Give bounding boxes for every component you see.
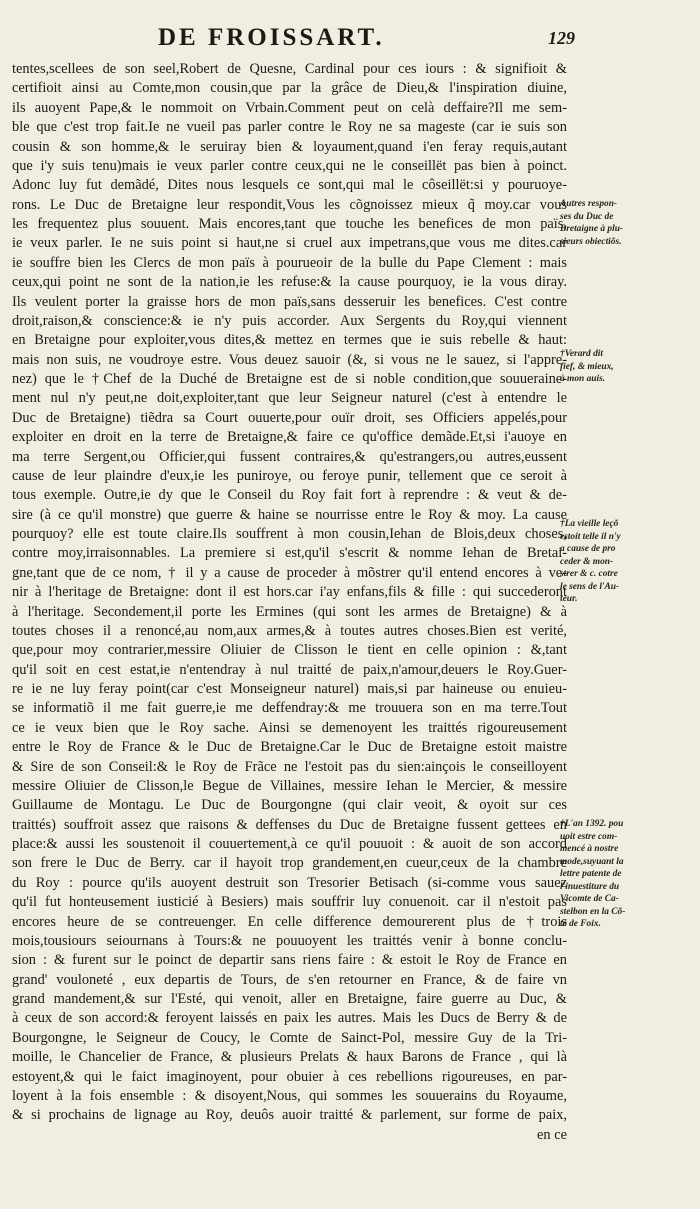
margin-note-line: Vicomte de Ca- <box>560 894 619 904</box>
margin-note-line: Bretaigne à plu- <box>560 224 624 234</box>
margin-note <box>560 198 670 248</box>
margin-note-line: fief, & mieux, <box>560 361 614 372</box>
margin-note-line: a cause de pro <box>560 544 616 554</box>
text-line: cousin & son homme,& le seruiray bien & loyaument,quand i'en feray requis,autant <box>12 138 567 155</box>
text-line: certifioit ainsi au Comte,mon cousin,que par la grâce de Dieu,& l'inspiration diuine, <box>12 80 567 97</box>
text-line: grand' vouloneté , eux departis de Tours, de s'en retourner en France, & de faire vn <box>12 971 567 988</box>
text-line: Guillaume de Montagu. Le Duc de Bourgongne (qui clair veoit, & oyoit sur ces <box>12 797 567 814</box>
margin-note-line: le sens de l'Au- <box>560 581 620 592</box>
text-line: ble que c'est trop fait.Ie ne vueil pas parler contre le Roy ne sa mageste (car ie suis son <box>12 119 567 136</box>
text-line: pourquoy? elle est toute claire.Ils souffrent à mon cousin,Iehan de Blois,deux choses, <box>12 526 567 542</box>
text-line: qu'il fut honteusement iusticié à Besiers) mais souffrir luy conuenoit. car il n'estoit pas <box>12 894 567 911</box>
text-line: gne,tant que de ce nom, † il y a cause de proceder à mõstrer qu'il entend encores à ve- <box>12 564 567 581</box>
margin-note-line: strer & c. cotre <box>560 569 618 579</box>
text-line: mais non suis, ne voudroye estre. Vous deuez sauoir (&, si vous ne le sauez, si l'appre- <box>12 351 567 368</box>
margin-note-line: mencé à nostre <box>560 844 619 854</box>
text-line: les frequentez plus souuent. Mais encores,tant que touche les benefices de mon païs, <box>12 216 567 232</box>
text-line: encores heure de se contreuenger. En celle difference demourerent plus de †trois <box>12 913 567 930</box>
text-line: ment nul n'y peut,ne doit,exploiter,tant que leur Seigneur naturel (c'est à entendre le <box>12 390 567 407</box>
text-line: son frere le Duc de Berry. car il hayoit trop grandement,en cueur,ceux de la chambre <box>12 855 567 872</box>
text-line: ma terre Sergent,ou Officier,qui fussent contraires,& qu'estrangers,ou autres,eussent <box>12 448 567 465</box>
text-line: tentes,scellees de son seel,Robert de Quesne, Cardinal pour ces iours : & signifioit & <box>12 61 567 77</box>
text-line: re ie ne luy feray point(car c'est Monseigneur naturel) mais,si par haineuse ou enuieu- <box>12 681 567 697</box>
text-line: contre moy,irraisonnables. La premiere si est,qu'il s'escrit & nomme Iehan de Bretai- <box>12 545 567 562</box>
text-line: nir à l'heritage de Bretaigne: dont il est hors.car i'ay enfans,fils & fille : qui succederont <box>12 584 567 601</box>
page-number: 129 <box>548 28 575 48</box>
page-header <box>0 24 700 54</box>
margin-note-line: †Verard dit <box>560 349 603 359</box>
text-line: sire (à ce qu'il monstre) que guerre & haine se nourrisse entre le Roy & moy. La cause <box>12 506 567 523</box>
main-text-column <box>12 60 567 1145</box>
margin-note <box>560 348 670 386</box>
margin-note-line: teur. <box>560 594 578 604</box>
text-line: que i'y suis tenu)mais ie veux parler contre ceux,qui ne le conseillët pas bien à poinct. <box>12 157 567 174</box>
text-line: nez) que le †Chef de la Duché de Bretaigne est de si noble condition,que souueraine- <box>12 371 567 387</box>
margin-note-line: †L'an 1392. pou <box>560 819 624 829</box>
text-line: à ceux de son accord:& feroyent laissés en paix les autres. Mais les Ducs de Berry & de <box>12 1010 567 1027</box>
text-line: place:& aussi les soustenoit il couuertement,à ce qu'il pouuoit : & auoit de son accord <box>12 836 567 852</box>
margin-note-line: uoit estre com- <box>560 831 618 842</box>
text-line: Adonc luy fut demãdé, Dites nous lesquels ce sont,qui mal le côseillët:si y pouruoye- <box>12 177 567 194</box>
text-line: se informatiõ il me fait guerre,ie me deffendray:& me trouuera son en ma terre.Tout <box>12 700 567 717</box>
text-line: exploiter en droit en la terre de Bretaigne,& faire ce qu'office demãde.Et,si i'auoye en <box>12 429 567 446</box>
running-head: DE FROISSART. <box>158 24 385 51</box>
text-line: en ce <box>537 1126 567 1143</box>
text-line: toutes choses il a renoncé,au nom,aux armes,& à toutes autres choses.Bien est verité, <box>12 622 567 639</box>
margin-note-line: té de Foix. <box>560 919 601 929</box>
text-line: ceux,qui point ne sont de la nation,ie les refuse:& la cause pourquoy, ie la vous diray. <box>12 274 567 291</box>
text-line: entre le Roy de France & le Duc de Bretaigne.Car le Duc de Bretaigne estoit maistre <box>12 739 567 756</box>
margin-note-line: sieurs obiectiõs. <box>560 236 622 247</box>
text-line: Duc de Bretaigne) tiẽdra sa Court ouuerte,pour ouïr droit, ses Officiers appelés,pour <box>12 409 567 426</box>
text-line: moille, le Chancelier de France, & plusieurs Prelats & haux Barons de France , qui là <box>12 1049 567 1066</box>
margin-note-line: stelbon en la Cõ- <box>560 906 626 917</box>
margin-note-line: l'inuestiture du <box>560 881 620 892</box>
text-line: ils auoyent Pape,& le nommoit on Vrbain.Comment peut on celà deffaire?Il me sem- <box>12 99 567 116</box>
text-line: tous exemple. Outre,ie dy que le Conseil du Roy fait fort à reprendre : & veut & de- <box>12 487 567 504</box>
text-line: ie souffre bien les Clercs de mon païs à pourueoir de la bulle du Pape Clement : mais <box>12 254 567 271</box>
text-line: ce ie veux bien que le Roy sache. Ainsi se demenoyent les traittés rigoureusement <box>12 719 567 736</box>
text-line: grand mandement,& sur l'Esté, qui venoit, aller en Bretaigne, faire guerre au Duc, & <box>12 991 567 1007</box>
text-line: qu'il soit en cest estat,ie n'entendray à nul traitté de paix,n'amour,deuers le Roy.Guer- <box>12 661 567 678</box>
text-line: & Sire de son Conseil:& le Roy de Frãce ne l'estoit pas du sien:ainçois le conseilloyent <box>12 758 567 775</box>
text-line: sion : & furent sur le poinct de departir sans riens faire : & estoit le Roy de France en <box>12 952 567 969</box>
margin-note-line: †La vieille leçõ <box>560 519 619 529</box>
margin-note-line: lettre patente de <box>560 869 622 879</box>
margin-note <box>560 518 670 606</box>
text-line: loyent à la fois ensemble : & disoyent,Nous, qui sommes les souuerains du Royaume, <box>12 1087 567 1104</box>
text-line: messire Oliuier de Clisson,le Begue de Villaines, messire Iehan le Mercier, & messire <box>12 777 567 794</box>
margin-note <box>560 818 670 931</box>
text-line: ie veux parler. Ie ne suis point si haut,ne si cruel aux impetrans,que vous me dites.car <box>12 235 567 252</box>
text-line: en Bretaigne pour exploiter,vous dites,& mettez en termes que ie suis rebelle & haut: <box>12 332 567 349</box>
margin-note-line: ses du Duc de <box>560 211 614 222</box>
text-line: que,pour moy contrarier,messire Oliuier de Clisson le tient en celle opinion : &,tant <box>12 642 567 659</box>
text-line: & si prochains de lignage au Roy, deuôs auoir traitté & parlement, sur forme de paix, <box>12 1107 567 1124</box>
margin-note-line: Autres respon- <box>560 199 618 209</box>
text-line: traittés) souffroit assez que raisons & deffenses du Duc de Bretaigne fussent gettees en <box>12 816 567 833</box>
text-line: droit,raison,& conscience:& ie n'y puis accorder. Aux Sergents du Roy,qui viennent <box>12 312 567 329</box>
text-line: estoyent,& qui le faict imaginoyent, pour obuier à ces rebellions rigoureuses, en par- <box>12 1068 567 1085</box>
margin-note-line: ceder & mon- <box>560 556 614 567</box>
text-line: rons. Le Duc de Bretaigne leur respondit,Vous les cõgnoissez mieux q̃ moy.car vous <box>12 196 567 213</box>
text-line: du Roy : pource qu'ils auoyent destruit son Tresorier Betisach (si-comme vous sauez <box>12 874 567 891</box>
text-line: cause de leur plaindre d'eux,ie les puniroye, ou feroye punir, tellement que ce seroit à <box>12 467 567 484</box>
margin-note-line: mode,suyuant la <box>560 856 624 867</box>
text-line: Bourgongne, le Seigneur de Coucy, le Comte de Sainct-Pol, messire Guy de la Tri- <box>12 1029 567 1046</box>
text-line: mois,tousiours seiournans à Tours:& ne pouuoyent les traittés venir à bonne conclu- <box>12 932 567 949</box>
text-line: Ils veulent porter la graisse hors de mon païs,sans desseruir les benefices. C'est contre <box>12 293 567 310</box>
margin-note-line: estoit telle il n'y <box>560 531 621 542</box>
text-line: à l'heritage. Secondement,il porte les Ermines (qui sont les armes de Bretaigne) & à <box>12 603 567 620</box>
margin-note-line: à mon auis. <box>560 374 606 384</box>
